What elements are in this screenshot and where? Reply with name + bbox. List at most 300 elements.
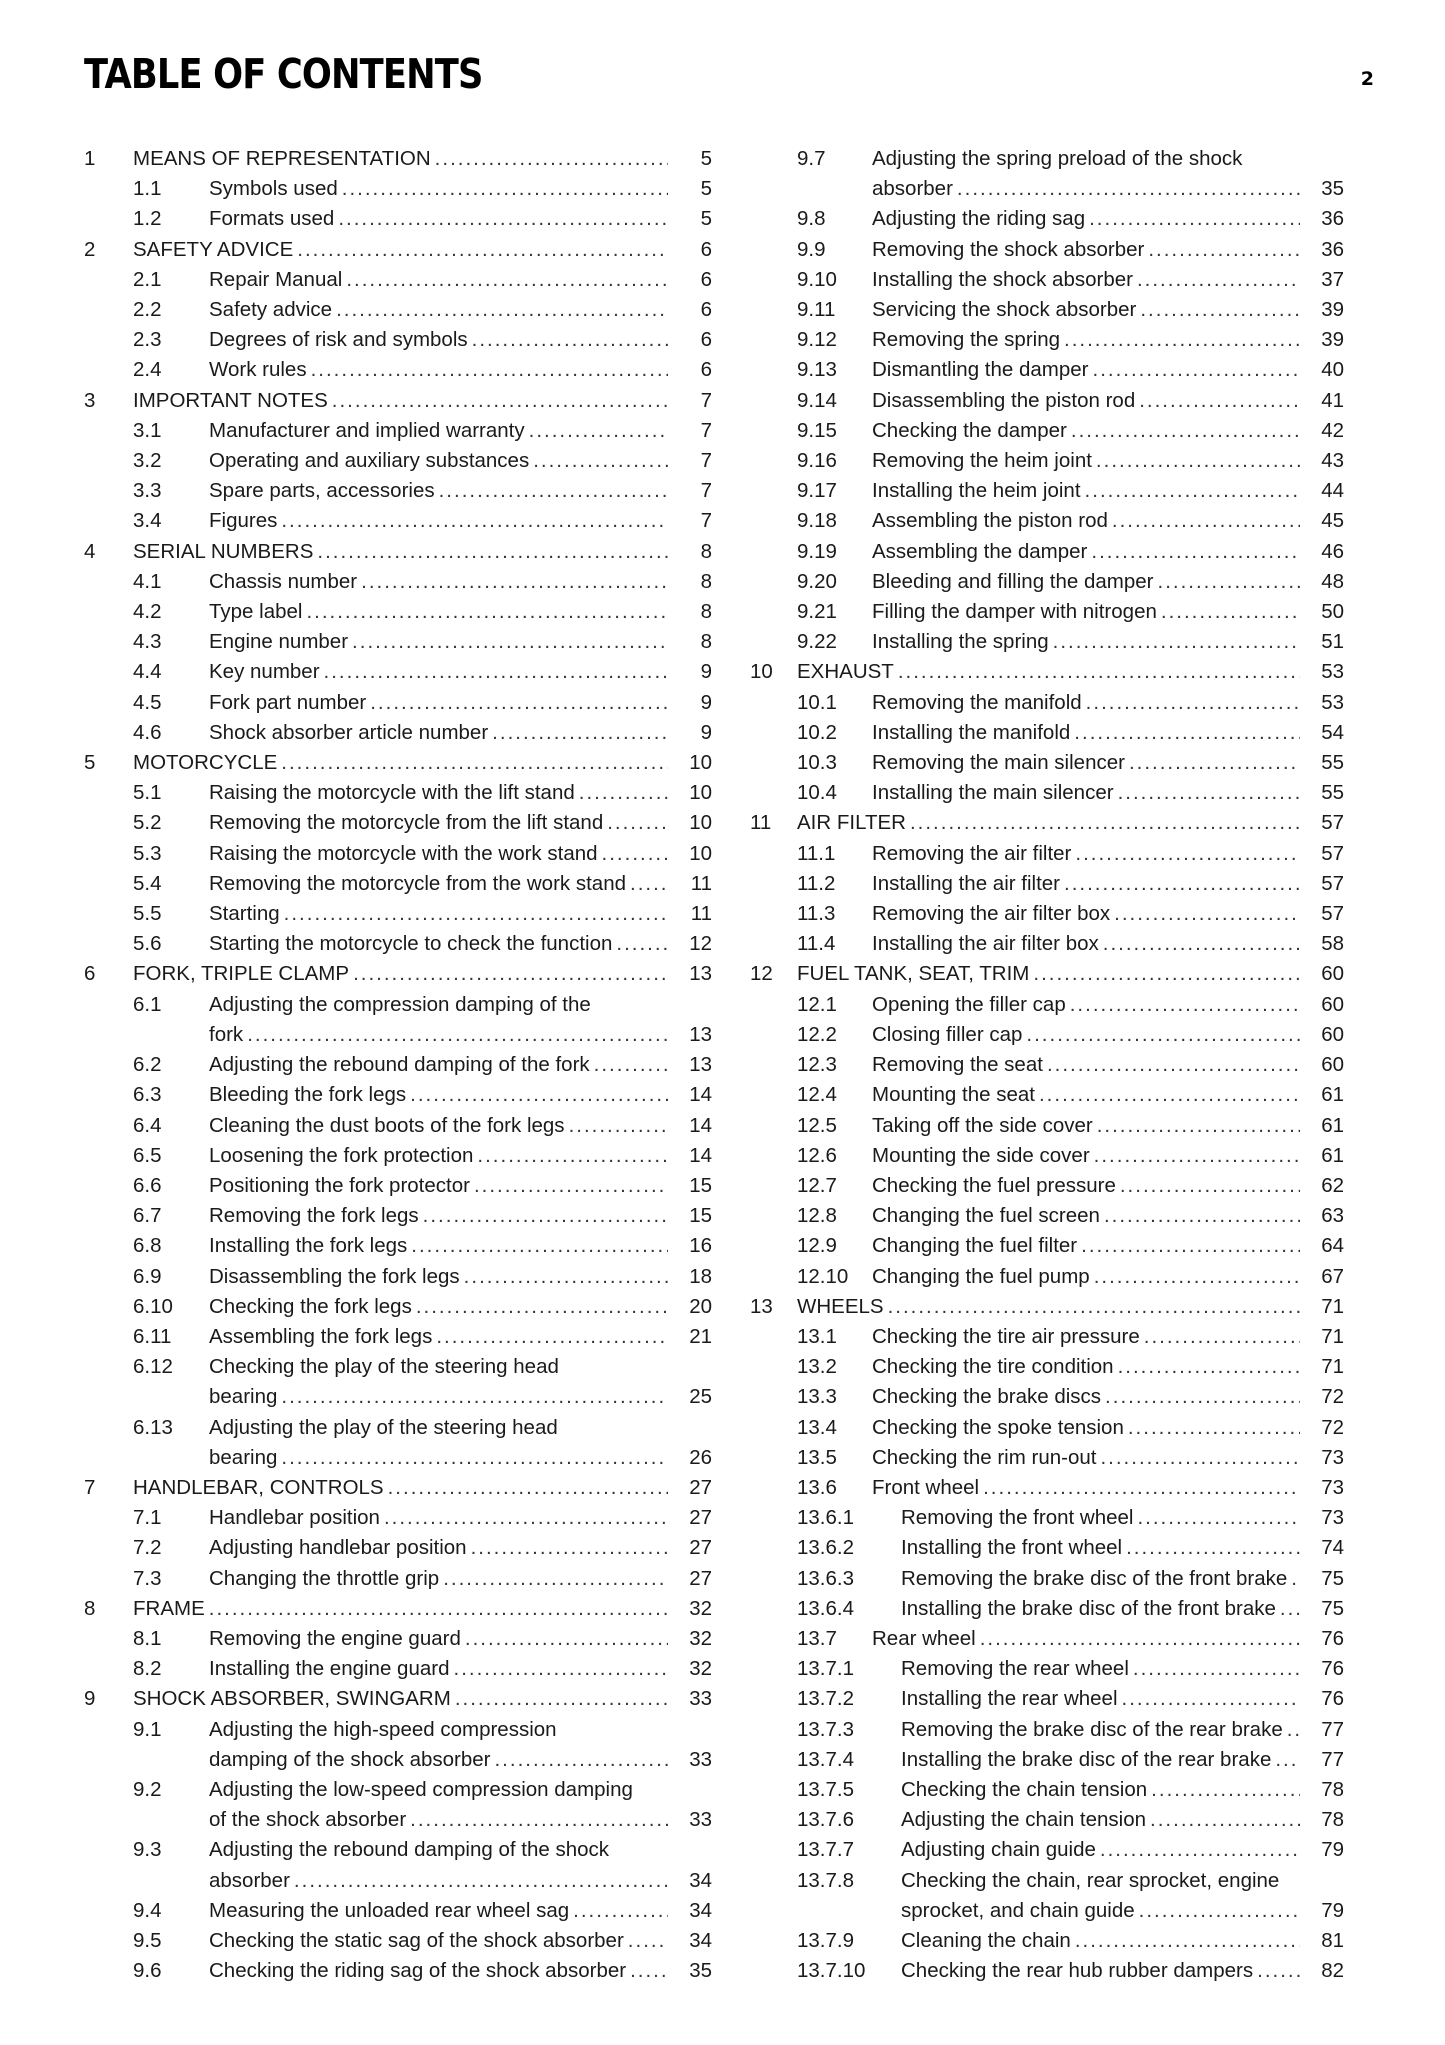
toc-entry[interactable] bbox=[84, 1594, 712, 1624]
toc-entry[interactable] bbox=[750, 688, 1344, 718]
toc-entry-page: 35 bbox=[1321, 177, 1344, 201]
toc-entry-title: Mounting the seat bbox=[872, 1083, 1035, 1107]
toc-entry-number: 6.12 bbox=[133, 1355, 173, 1379]
toc-entry-page: 10 bbox=[689, 781, 712, 805]
toc-entry-page: 8 bbox=[700, 600, 712, 624]
toc-entry-number: 7.3 bbox=[133, 1566, 162, 1590]
toc-entry-title: Checking the damper bbox=[872, 418, 1067, 442]
toc-entry-page: 34 bbox=[689, 1898, 712, 1922]
toc-entry-page: 44 bbox=[1321, 479, 1344, 503]
toc-entry-title: Positioning the fork protector bbox=[209, 1173, 470, 1197]
toc-entry-page: 14 bbox=[689, 1143, 712, 1167]
toc-entry-number: 9.5 bbox=[133, 1928, 162, 1952]
toc-entry-number: 12.6 bbox=[797, 1143, 837, 1167]
toc-entry-number: 13.2 bbox=[797, 1355, 837, 1379]
dot-leader bbox=[1100, 1443, 1300, 1473]
toc-entry-page: 33 bbox=[689, 1808, 712, 1832]
toc-entry-title: Starting bbox=[209, 902, 280, 926]
toc-entry-title: of the shock absorber bbox=[209, 1808, 407, 1832]
toc-entry-page: 14 bbox=[689, 1113, 712, 1137]
toc-entry-title: damping of the shock absorber bbox=[209, 1747, 491, 1771]
toc-entry[interactable] bbox=[750, 1503, 1344, 1533]
toc-entry-title: FRAME bbox=[133, 1596, 205, 1620]
toc-entry[interactable] bbox=[84, 990, 712, 1050]
toc-entry[interactable] bbox=[84, 204, 712, 234]
toc-entry-number: 7.1 bbox=[133, 1506, 162, 1530]
toc-entry-number: 9.15 bbox=[797, 418, 837, 442]
toc-entry[interactable] bbox=[750, 265, 1344, 295]
toc-entry-page: 7 bbox=[700, 479, 712, 503]
toc-entry-title: WHEELS bbox=[797, 1294, 884, 1318]
toc-entry[interactable] bbox=[84, 386, 712, 416]
toc-entry-number: 11.4 bbox=[797, 932, 836, 956]
toc-entry[interactable] bbox=[84, 506, 712, 536]
toc-entry[interactable] bbox=[84, 1503, 712, 1533]
toc-entry[interactable] bbox=[750, 476, 1344, 506]
dot-leader bbox=[1053, 627, 1300, 657]
toc-entry[interactable] bbox=[84, 1322, 712, 1352]
toc-entry-page: 6 bbox=[700, 328, 712, 352]
toc-entry[interactable] bbox=[750, 1382, 1344, 1412]
dot-leader bbox=[1291, 1564, 1300, 1594]
toc-entry-number: 10.1 bbox=[797, 690, 837, 714]
toc-entry[interactable] bbox=[750, 1231, 1344, 1261]
toc-entry-page: 79 bbox=[1321, 1838, 1344, 1862]
toc-entry[interactable] bbox=[750, 1111, 1344, 1141]
toc-entry-title: Installing the manifold bbox=[872, 720, 1071, 744]
toc-entry-number: 6.2 bbox=[133, 1053, 162, 1077]
toc-entry[interactable] bbox=[750, 295, 1344, 325]
toc-entry[interactable] bbox=[84, 1896, 712, 1926]
toc-entry-title: Removing the manifold bbox=[872, 690, 1082, 714]
toc-entry-number: 6.4 bbox=[133, 1113, 162, 1137]
toc-entry-number: 9.22 bbox=[797, 630, 837, 654]
toc-entry[interactable] bbox=[84, 1201, 712, 1231]
toc-entry[interactable] bbox=[750, 1866, 1344, 1926]
toc-entry[interactable] bbox=[84, 808, 712, 838]
toc-entry[interactable] bbox=[84, 1715, 712, 1775]
toc-entry-page: 54 bbox=[1321, 720, 1344, 744]
toc-entry-number: 8.1 bbox=[133, 1626, 162, 1650]
toc-entry[interactable] bbox=[750, 1201, 1344, 1231]
toc-entry-title: Installing the air filter bbox=[872, 871, 1061, 895]
toc-entry-number: 9.21 bbox=[797, 600, 837, 624]
toc-entry-number: 9.18 bbox=[797, 509, 837, 533]
toc-entry-number: 6.11 bbox=[133, 1324, 172, 1348]
toc-entry-page: 14 bbox=[689, 1083, 712, 1107]
dot-leader bbox=[294, 1866, 668, 1896]
toc-entry-page: 57 bbox=[1321, 841, 1344, 865]
toc-entry-number: 9 bbox=[84, 1687, 96, 1711]
toc-entry-number: 9.16 bbox=[797, 449, 837, 473]
toc-entry-page: 75 bbox=[1321, 1596, 1344, 1620]
toc-entry[interactable] bbox=[750, 1443, 1344, 1473]
toc-entry[interactable] bbox=[84, 476, 712, 506]
toc-entry-page: 10 bbox=[689, 811, 712, 835]
toc-entry-page: 45 bbox=[1321, 509, 1344, 533]
toc-entry-title: Loosening the fork protection bbox=[209, 1143, 474, 1167]
toc-entry-title: Handlebar position bbox=[209, 1506, 380, 1530]
dot-leader bbox=[1137, 1503, 1300, 1533]
dot-leader bbox=[410, 1805, 668, 1835]
toc-entry[interactable] bbox=[750, 1715, 1344, 1745]
toc-entry-page: 27 bbox=[689, 1566, 712, 1590]
dot-leader bbox=[297, 235, 668, 265]
toc-entry[interactable] bbox=[84, 1956, 712, 1986]
toc-entry[interactable] bbox=[750, 1684, 1344, 1714]
toc-entry-number: 4.6 bbox=[133, 720, 162, 744]
dot-leader bbox=[281, 1382, 668, 1412]
toc-entry-title: Shock absorber article number bbox=[209, 720, 489, 744]
dot-leader bbox=[573, 1896, 668, 1926]
toc-entry-number: 3.2 bbox=[133, 449, 162, 473]
toc-entry-title: Manufacturer and implied warranty bbox=[209, 418, 525, 442]
toc-entry-page: 76 bbox=[1321, 1626, 1344, 1650]
toc-entry-title: Adjusting the riding sag bbox=[872, 207, 1086, 231]
toc-entry[interactable] bbox=[750, 1352, 1344, 1382]
toc-entry[interactable] bbox=[84, 1111, 712, 1141]
dot-leader bbox=[388, 1473, 668, 1503]
toc-entry-page: 27 bbox=[689, 1506, 712, 1530]
dot-leader bbox=[281, 1443, 668, 1473]
toc-entry-page: 58 bbox=[1321, 932, 1344, 956]
toc-entry-page: 32 bbox=[689, 1657, 712, 1681]
toc-entry-number: 5.5 bbox=[133, 902, 162, 926]
toc-entry[interactable] bbox=[750, 1564, 1344, 1594]
dot-leader bbox=[494, 1745, 668, 1775]
toc-entry-number: 9.9 bbox=[797, 237, 826, 261]
toc-entry[interactable] bbox=[750, 1624, 1344, 1654]
toc-entry[interactable] bbox=[84, 1050, 712, 1080]
toc-entry[interactable] bbox=[750, 1805, 1344, 1835]
toc-entry-title: Spare parts, accessories bbox=[209, 479, 435, 503]
toc-entry-page: 81 bbox=[1321, 1928, 1344, 1952]
toc-entry-page: 7 bbox=[700, 509, 712, 533]
toc-entry[interactable] bbox=[750, 627, 1344, 657]
toc-entry-title: Bleeding the fork legs bbox=[209, 1083, 407, 1107]
toc-entry-number: 5.6 bbox=[133, 932, 162, 956]
toc-entry-page: 46 bbox=[1321, 539, 1344, 563]
toc-entry[interactable] bbox=[84, 325, 712, 355]
dot-leader bbox=[247, 1020, 668, 1050]
toc-entry[interactable] bbox=[750, 1654, 1344, 1684]
toc-entry[interactable] bbox=[750, 657, 1344, 687]
toc-entry[interactable] bbox=[750, 929, 1344, 959]
toc-entry[interactable] bbox=[750, 567, 1344, 597]
toc-entry-title: FORK, TRIPLE CLAMP bbox=[133, 962, 350, 986]
toc-entry[interactable] bbox=[750, 235, 1344, 265]
toc-entry-page: 6 bbox=[700, 237, 712, 261]
toc-entry-page: 71 bbox=[1321, 1294, 1344, 1318]
toc-entry-title: Opening the filler cap bbox=[872, 992, 1066, 1016]
toc-entry[interactable] bbox=[84, 1926, 712, 1956]
toc-entry-title: Assembling the damper bbox=[872, 539, 1088, 563]
dot-leader bbox=[1275, 1745, 1300, 1775]
toc-entry[interactable] bbox=[750, 1020, 1344, 1050]
dot-leader bbox=[1148, 235, 1300, 265]
toc-entry-page: 67 bbox=[1321, 1264, 1344, 1288]
toc-entry-title: Removing the air filter box bbox=[872, 902, 1111, 926]
toc-entry[interactable] bbox=[750, 1050, 1344, 1080]
toc-entry-number: 2.2 bbox=[133, 298, 162, 322]
toc-entry-number: 6.9 bbox=[133, 1264, 162, 1288]
toc-entry-page: 60 bbox=[1321, 962, 1344, 986]
toc-entry[interactable] bbox=[750, 1926, 1344, 1956]
toc-entry[interactable] bbox=[84, 597, 712, 627]
toc-entry-title: Engine number bbox=[209, 630, 349, 654]
toc-entry[interactable] bbox=[84, 748, 712, 778]
dot-leader bbox=[1128, 1413, 1300, 1443]
toc-entry[interactable] bbox=[84, 778, 712, 808]
toc-entry[interactable] bbox=[750, 1141, 1344, 1171]
toc-entry[interactable] bbox=[84, 144, 712, 174]
toc-entry-page: 18 bbox=[689, 1264, 712, 1288]
toc-entry[interactable] bbox=[750, 808, 1344, 838]
toc-entry[interactable] bbox=[750, 446, 1344, 476]
dot-leader bbox=[353, 959, 668, 989]
toc-entry-number: 9.2 bbox=[133, 1777, 162, 1801]
toc-entry-title: Removing the spring bbox=[872, 328, 1061, 352]
toc-entry[interactable] bbox=[750, 204, 1344, 234]
toc-entry-title: Chassis number bbox=[209, 569, 358, 593]
toc-entry-title: bearing bbox=[209, 1445, 278, 1469]
toc-entry[interactable] bbox=[84, 899, 712, 929]
toc-entry-number: 6.1 bbox=[133, 992, 162, 1016]
toc-entry[interactable] bbox=[84, 1262, 712, 1292]
dot-leader bbox=[338, 204, 668, 234]
toc-entry[interactable] bbox=[750, 506, 1344, 536]
toc-entry[interactable] bbox=[750, 748, 1344, 778]
toc-entry-page: 33 bbox=[689, 1747, 712, 1771]
toc-entry-title: Raising the motorcycle with the lift stand bbox=[209, 781, 575, 805]
toc-entry[interactable] bbox=[750, 1594, 1344, 1624]
toc-entry[interactable] bbox=[84, 1080, 712, 1110]
toc-entry-title: Key number bbox=[209, 660, 320, 684]
dot-leader bbox=[410, 1080, 668, 1110]
toc-entry-number: 9.20 bbox=[797, 569, 837, 593]
dot-leader bbox=[471, 1533, 668, 1563]
toc-entry-number: 12.2 bbox=[797, 1022, 837, 1046]
toc-entry[interactable] bbox=[84, 1775, 712, 1835]
dot-leader bbox=[602, 839, 668, 869]
toc-entry-page: 15 bbox=[689, 1173, 712, 1197]
toc-entry-page: 48 bbox=[1321, 569, 1344, 593]
toc-entry[interactable] bbox=[84, 1684, 712, 1714]
toc-entry-number: 8.2 bbox=[133, 1657, 162, 1681]
toc-entry[interactable] bbox=[84, 627, 712, 657]
toc-entry-title: Type label bbox=[209, 600, 303, 624]
toc-entry-number: 9.1 bbox=[133, 1717, 162, 1741]
toc-entry-title: Front wheel bbox=[872, 1475, 980, 1499]
dot-leader bbox=[474, 1171, 668, 1201]
toc-entry[interactable] bbox=[84, 718, 712, 748]
toc-entry[interactable] bbox=[84, 416, 712, 446]
toc-entry[interactable] bbox=[84, 1835, 712, 1895]
dot-leader bbox=[980, 1624, 1300, 1654]
toc-entry-title: Adjusting the play of the steering head bbox=[209, 1415, 558, 1439]
toc-entry-page: 72 bbox=[1321, 1385, 1344, 1409]
toc-entry-title: Repair Manual bbox=[209, 267, 343, 291]
toc-entry[interactable] bbox=[750, 1956, 1344, 1986]
toc-entry[interactable] bbox=[84, 1533, 712, 1563]
toc-entry-number: 5 bbox=[84, 751, 96, 775]
toc-entry-number: 12.1 bbox=[797, 992, 837, 1016]
toc-entry-number: 9.4 bbox=[133, 1898, 162, 1922]
toc-entry[interactable] bbox=[750, 597, 1344, 627]
toc-entry[interactable] bbox=[84, 959, 712, 989]
toc-entry-number: 9.10 bbox=[797, 267, 837, 291]
toc-entry[interactable] bbox=[750, 1292, 1344, 1322]
toc-entry[interactable] bbox=[750, 416, 1344, 446]
toc-entry-number: 9.17 bbox=[797, 479, 837, 503]
toc-entry[interactable] bbox=[84, 537, 712, 567]
toc-entry[interactable] bbox=[750, 899, 1344, 929]
toc-entry-title: Fork part number bbox=[209, 690, 367, 714]
toc-entry[interactable] bbox=[84, 295, 712, 325]
toc-entry[interactable] bbox=[750, 1080, 1344, 1110]
toc-entry[interactable] bbox=[84, 446, 712, 476]
toc-entry[interactable] bbox=[750, 1262, 1344, 1292]
dot-leader bbox=[1257, 1956, 1300, 1986]
toc-entry-page: 7 bbox=[700, 388, 712, 412]
toc-entry[interactable] bbox=[84, 1413, 712, 1473]
toc-entry[interactable] bbox=[84, 869, 712, 899]
toc-entry[interactable] bbox=[750, 869, 1344, 899]
dot-leader bbox=[281, 506, 668, 536]
toc-entry-page: 15 bbox=[689, 1204, 712, 1228]
toc-entry-title: Removing the fork legs bbox=[209, 1204, 419, 1228]
dot-leader bbox=[384, 1503, 668, 1533]
toc-entry-page: 51 bbox=[1321, 630, 1344, 654]
toc-entry[interactable] bbox=[84, 265, 712, 295]
toc-entry-title: Starting the motorcycle to check the function bbox=[209, 932, 613, 956]
toc-entry[interactable] bbox=[750, 355, 1344, 385]
toc-entry-page: 40 bbox=[1321, 358, 1344, 382]
toc-entry-number: 9.6 bbox=[133, 1959, 162, 1983]
dot-leader bbox=[1089, 204, 1300, 234]
toc-entry[interactable] bbox=[84, 235, 712, 265]
toc-entry-number: 12.4 bbox=[797, 1083, 837, 1107]
toc-entry-title: absorber bbox=[209, 1868, 290, 1892]
toc-entry-page: 61 bbox=[1321, 1083, 1344, 1107]
toc-entry-title: Removing the heim joint bbox=[872, 449, 1092, 473]
toc-entry-title: Cleaning the chain bbox=[901, 1928, 1071, 1952]
dot-leader bbox=[1144, 1322, 1300, 1352]
toc-entry-number: 6 bbox=[84, 962, 96, 986]
toc-entry[interactable] bbox=[84, 1352, 712, 1412]
toc-entry-title: Filling the damper with nitrogen bbox=[872, 600, 1157, 624]
toc-entry-title: Changing the fuel screen bbox=[872, 1204, 1100, 1228]
toc-entry[interactable] bbox=[84, 355, 712, 385]
toc-entry-page: 55 bbox=[1321, 781, 1344, 805]
toc-entry[interactable] bbox=[84, 657, 712, 687]
toc-entry[interactable] bbox=[84, 1171, 712, 1201]
toc-entry-title: IMPORTANT NOTES bbox=[133, 388, 328, 412]
toc-entry-page: 57 bbox=[1321, 902, 1344, 926]
toc-entry-number: 13 bbox=[750, 1294, 773, 1318]
toc-entry[interactable] bbox=[84, 688, 712, 718]
toc-entry[interactable] bbox=[84, 1473, 712, 1503]
toc-entry-page: 71 bbox=[1321, 1355, 1344, 1379]
toc-entry[interactable] bbox=[750, 144, 1344, 204]
toc-entry[interactable] bbox=[750, 537, 1344, 567]
dot-leader bbox=[1093, 355, 1301, 385]
toc-entry-title: Installing the spring bbox=[872, 630, 1049, 654]
toc-entry-title: Bleeding and filling the damper bbox=[872, 569, 1154, 593]
toc-entry[interactable] bbox=[750, 959, 1344, 989]
toc-entry[interactable] bbox=[750, 325, 1344, 355]
toc-entry-page: 74 bbox=[1321, 1536, 1344, 1560]
toc-entry[interactable] bbox=[750, 1171, 1344, 1201]
toc-entry[interactable] bbox=[84, 839, 712, 869]
toc-entry-title: Checking the rear hub rubber dampers bbox=[901, 1959, 1254, 1983]
toc-entry-number: 13.7.5 bbox=[797, 1777, 854, 1801]
dot-leader bbox=[1118, 1352, 1300, 1382]
toc-entry[interactable] bbox=[84, 1654, 712, 1684]
toc-entry[interactable] bbox=[84, 1624, 712, 1654]
toc-entry[interactable] bbox=[84, 929, 712, 959]
toc-entry-number: 13.6.1 bbox=[797, 1506, 854, 1530]
toc-entry[interactable] bbox=[750, 990, 1344, 1020]
toc-entry[interactable] bbox=[750, 1775, 1344, 1805]
toc-entry[interactable] bbox=[750, 1533, 1344, 1563]
toc-entry-page: 63 bbox=[1321, 1204, 1344, 1228]
toc-entry[interactable] bbox=[84, 1292, 712, 1322]
toc-entry-page: 5 bbox=[700, 207, 712, 231]
dot-leader bbox=[477, 1141, 668, 1171]
toc-entry[interactable] bbox=[750, 1413, 1344, 1443]
toc-entry-number: 6.13 bbox=[133, 1415, 173, 1439]
toc-entry[interactable] bbox=[750, 1322, 1344, 1352]
toc-entry[interactable] bbox=[750, 1745, 1344, 1775]
dot-leader bbox=[1122, 1684, 1300, 1714]
toc-entry-number: 13.7.7 bbox=[797, 1838, 854, 1862]
toc-entry-title: Checking the tire air pressure bbox=[872, 1324, 1140, 1348]
toc-entry-title: Adjusting the low-speed compression damping bbox=[209, 1777, 633, 1801]
toc-entry-page: 13 bbox=[689, 1022, 712, 1046]
toc-entry[interactable] bbox=[750, 1473, 1344, 1503]
toc-entry[interactable] bbox=[750, 386, 1344, 416]
dot-leader bbox=[1139, 1896, 1300, 1926]
dot-leader bbox=[455, 1684, 668, 1714]
toc-entry[interactable] bbox=[750, 839, 1344, 869]
toc-entry-number: 10.3 bbox=[797, 751, 837, 775]
toc-entry[interactable] bbox=[84, 1564, 712, 1594]
toc-entry-page: 61 bbox=[1321, 1143, 1344, 1167]
dot-leader bbox=[533, 446, 668, 476]
toc-entry-number: 4 bbox=[84, 539, 96, 563]
toc-entry-page: 25 bbox=[689, 1385, 712, 1409]
toc-entry-page: 73 bbox=[1321, 1506, 1344, 1530]
toc-entry-page: 43 bbox=[1321, 449, 1344, 473]
toc-entry[interactable] bbox=[750, 778, 1344, 808]
toc-entry-number: 9.7 bbox=[797, 147, 826, 170]
toc-entry-page: 12 bbox=[689, 932, 712, 956]
toc-entry-page: 53 bbox=[1321, 690, 1344, 714]
toc-entry[interactable] bbox=[84, 174, 712, 204]
toc-entry-title: SAFETY ADVICE bbox=[133, 237, 294, 261]
toc-entry[interactable] bbox=[750, 1835, 1344, 1865]
toc-entry-title: Assembling the piston rod bbox=[872, 509, 1108, 533]
dot-leader bbox=[1161, 597, 1300, 627]
toc-entry[interactable] bbox=[84, 1231, 712, 1261]
toc-entry-title: Cleaning the dust boots of the fork legs bbox=[209, 1113, 565, 1137]
toc-entry[interactable] bbox=[84, 1141, 712, 1171]
toc-entry-title: Installing the rear wheel bbox=[901, 1687, 1118, 1711]
toc-entry-page: 42 bbox=[1321, 418, 1344, 442]
toc-entry[interactable] bbox=[750, 718, 1344, 748]
toc-entry[interactable] bbox=[84, 567, 712, 597]
